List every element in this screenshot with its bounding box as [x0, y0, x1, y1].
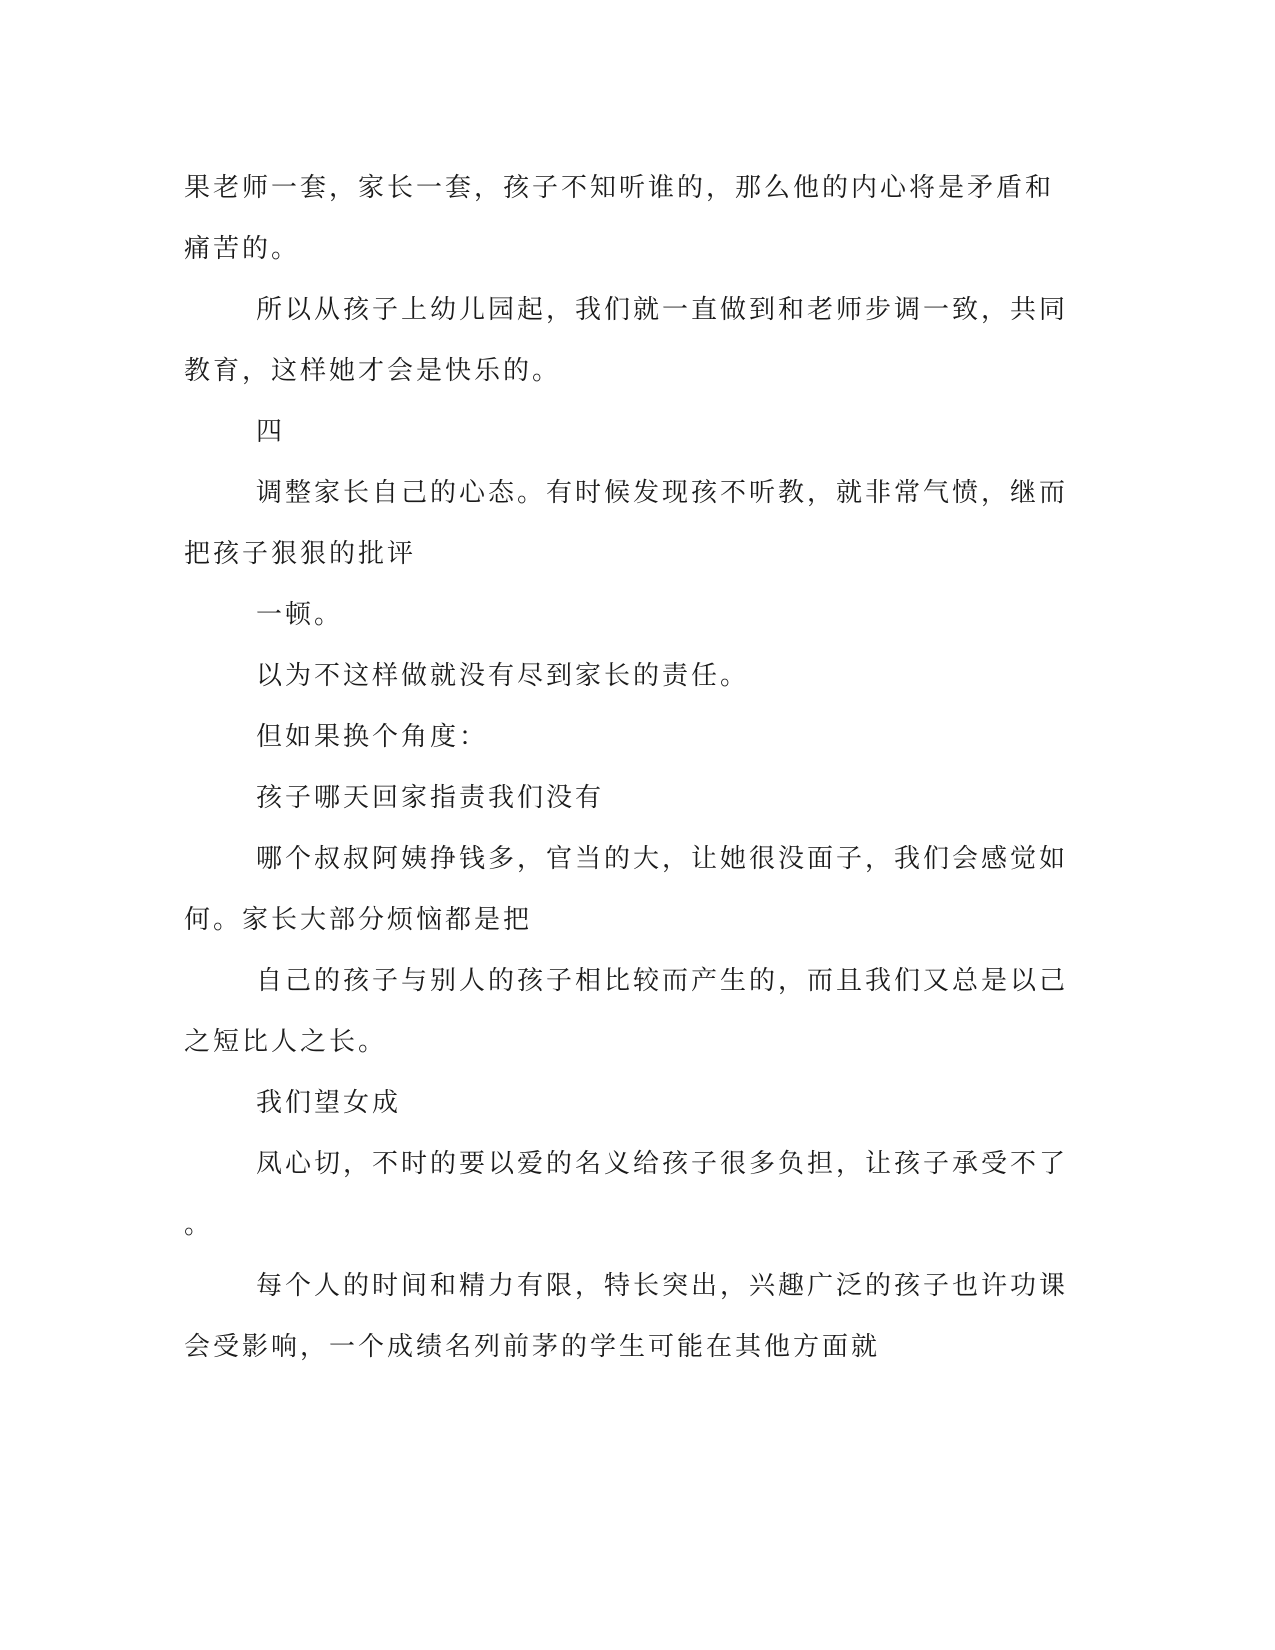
- text-line: 会受影响，一个成绩名列前茅的学生可能在其他方面就: [184, 1332, 881, 1362]
- text-line: 。: [184, 1210, 214, 1240]
- text-line: 所以从孩子上幼儿园起，我们就一直做到和老师步调一致，共同: [256, 295, 1069, 325]
- text-line: 教育，这样她才会是快乐的。: [184, 356, 562, 386]
- text-line: 但如果换个角度：: [256, 722, 489, 752]
- text-line: 之短比人之长。: [184, 1027, 388, 1057]
- text-line: 每个人的时间和精力有限，特长突出，兴趣广泛的孩子也许功课: [256, 1271, 1069, 1301]
- text-line: 何。家长大部分烦恼都是把: [184, 905, 533, 935]
- text-line: 孩子哪天回家指责我们没有: [256, 783, 605, 813]
- text-line: 哪个叔叔阿姨挣钱多，官当的大，让她很没面子，我们会感觉如: [256, 844, 1069, 874]
- text-line: 把孩子狠狠的批评: [184, 539, 417, 569]
- text-line: 凤心切，不时的要以爱的名义给孩子很多负担，让孩子承受不了: [256, 1149, 1069, 1179]
- text-line: 以为不这样做就没有尽到家长的责任。: [256, 661, 750, 691]
- text-line: 调整家长自己的心态。有时候发现孩不听教，就非常气愤，继而: [256, 478, 1069, 508]
- text-line: 痛苦的。: [184, 234, 301, 264]
- text-line: 果老师一套，家长一套，孩子不知听谁的，那么他的内心将是矛盾和: [184, 173, 1055, 203]
- text-line: 一顿。: [256, 600, 344, 630]
- text-line: 自己的孩子与别人的孩子相比较而产生的，而且我们又总是以己: [256, 966, 1069, 996]
- body-text: [184, 158, 1069, 1378]
- section-number: 四: [256, 417, 286, 447]
- text-line: 我们望女成: [256, 1088, 402, 1118]
